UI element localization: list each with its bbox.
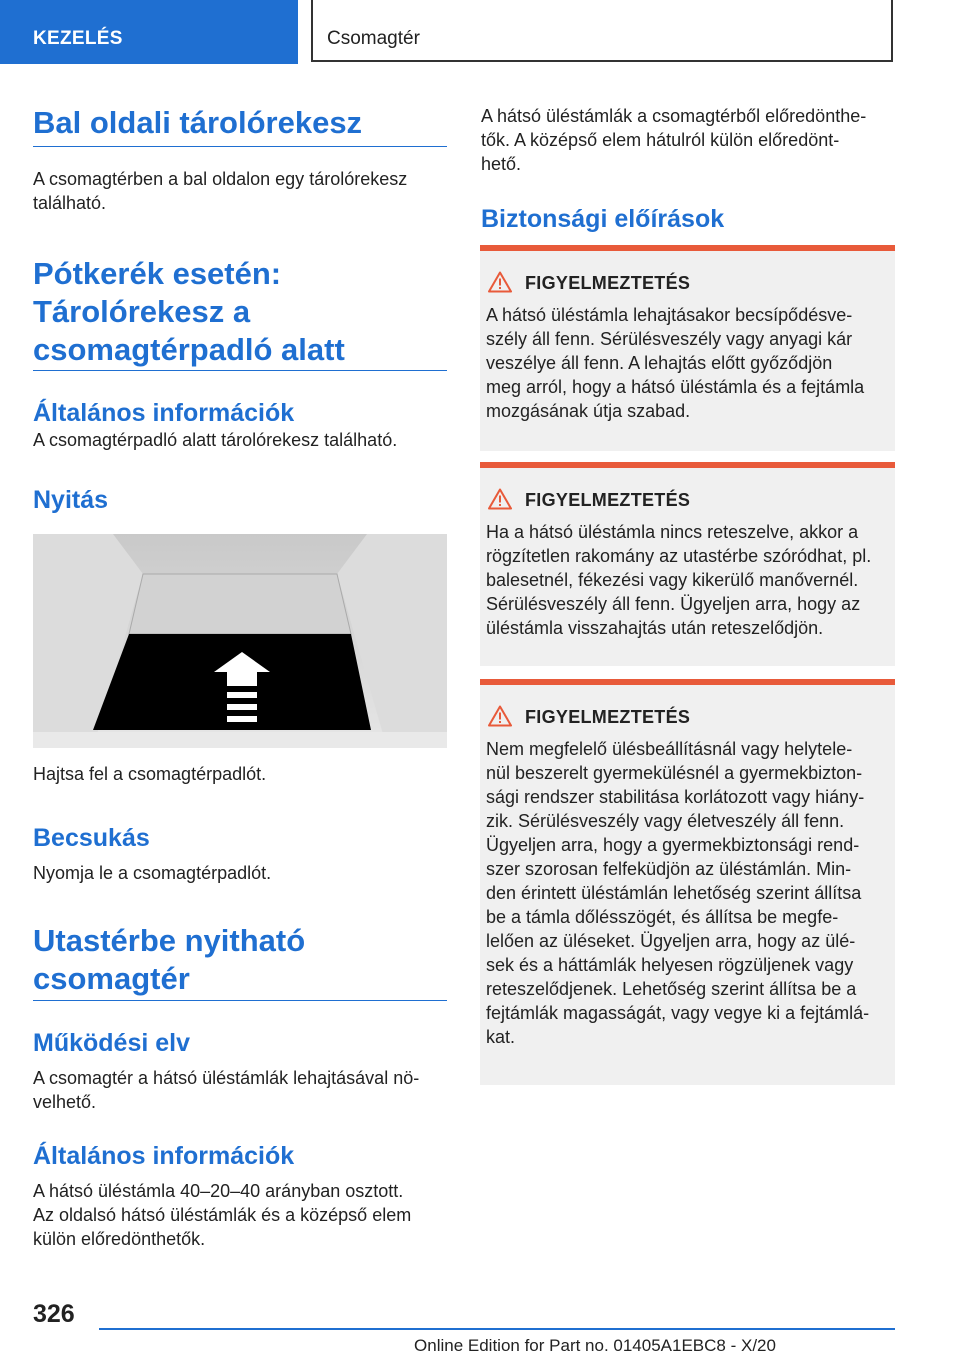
heading-principle: Működési elv: [33, 1029, 190, 1057]
warning-triangle-icon: [488, 488, 512, 510]
section-tab: [0, 0, 298, 64]
warning-box: [480, 462, 895, 666]
text-general-info-2: A hátsó üléstámla 40–20–40 arányban osztott. Az oldalsó hátsó üléstámlák és a középső elem külön előredönthetők.: [33, 1181, 412, 1249]
heading-pass-through: Utastérbe nyitható csomagtér: [33, 923, 306, 996]
heading-storage: Bal oldali tárolórekesz: [33, 105, 363, 140]
chapter-label: Csomagtér: [327, 28, 420, 49]
footer-rule: [99, 1328, 895, 1330]
warning-box: [480, 245, 895, 451]
warning-text: Nem megfelelő ülésbeállításnál vagy helytele- nül beszerelt gyermekülésnél a gyermekbizton- sági rendszer stabilitása korlátozott vagy hiány- zik. Sérülésveszély vagy életveszély áll fenn. Ügyeljen arra, hogy a gyermekbiztonsági rend- szer szorosan felfeküdjön az üléstámlán. Min- den érintett üléstámlán lehetőség szerint állítsa be a támla dőlésszögét, és állítsa be megfe- lelően az üléseket. Ügyeljen arra, hogy az ülé- sek és a háttámlák helyesen rögzüljenek vagy reteszelődjenek. Lehetőség szerint állítsa be a fejtámlák magasságát, vagy vegye ki a fejtámlá- kat.: [486, 739, 870, 1047]
warning-triangle-icon: [488, 705, 512, 727]
heading-rule: [33, 146, 447, 147]
warning-text: A hátsó üléstámla lehajtásakor becsípődésve- szély áll fenn. Sérülésveszély vagy anyagi kár veszélye áll fenn. A lehajtás előtt győződjön meg arról, hogy a hátsó üléstámla és a fejtámla mozgásának útja szabad.: [486, 305, 865, 421]
warning-title: FIGYELMEZTETÉS: [525, 490, 691, 510]
warning-triangle-icon: [488, 271, 512, 293]
text-general-info: A csomagtérpadló alatt tárolórekesz található.: [33, 430, 398, 450]
heading-rule: [33, 1000, 447, 1001]
chapter-box: [311, 0, 893, 62]
heading-open: Nyitás: [33, 486, 109, 514]
heading-rule: [33, 370, 447, 371]
heading-general-info: Általános információk: [33, 399, 295, 427]
text-principle: A csomagtér a hátsó üléstámlák lehajtásával nö- velhető.: [33, 1068, 420, 1112]
footer-edition: Online Edition for Part no. 01405A1EBC8 - X/20: [414, 1336, 776, 1355]
warning-box: [480, 679, 895, 1085]
text-close: Nyomja le a csomagtérpadlót.: [33, 863, 272, 883]
heading-safety: Biztonsági előírások: [481, 205, 725, 233]
heading-general-info-2: Általános információk: [33, 1142, 295, 1170]
warning-text: Ha a hátsó üléstámla nincs reteszelve, akkor a rögzítetlen rakomány az utastérbe szóródhat, pl. balesetnél, fékezési vagy kikerülő manővernél. Sérülésveszély áll fenn. Ügyeljen arra, hogy az üléstámla visszahajtás után reteszelődjön.: [486, 522, 872, 638]
trunk-floor-illustration: [33, 534, 447, 748]
text-intro: A hátsó üléstámlák a csomagtérből előredönthe- tők. A középső elem hátulról külön előredönt- hető.: [481, 106, 867, 174]
text-open: Hajtsa fel a csomagtérpadlót.: [33, 764, 267, 784]
section-label: KEZELÉS: [33, 28, 123, 49]
heading-spare-wheel: Pótkerék esetén: Tárolórekesz a csomagtérpadló alatt: [33, 256, 345, 367]
warning-title: FIGYELMEZTETÉS: [525, 707, 691, 727]
warning-title: FIGYELMEZTETÉS: [525, 273, 691, 293]
heading-close: Becsukás: [33, 824, 150, 852]
text-storage: A csomagtérben a bal oldalon egy tárolórekesz található.: [33, 169, 408, 213]
page-number: 326: [33, 1300, 75, 1328]
